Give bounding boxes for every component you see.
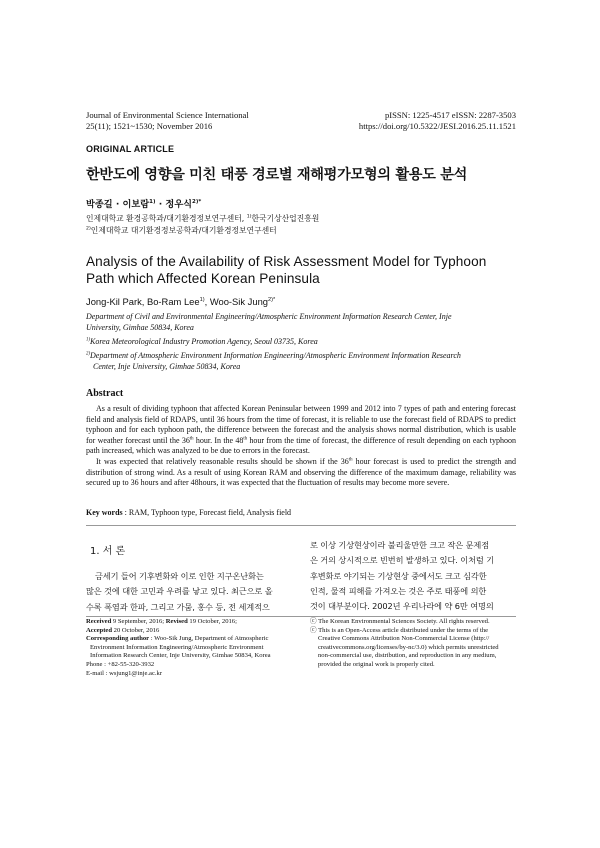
abstract-p2-a: It was expected that relatively reasonable results should be shown if the 36 [96,456,349,466]
title-en-line1: Analysis of the Availability of Risk Assessment Model for Typhoon [86,254,487,269]
body-right-line-2: 은 거의 상시적으로 빈번히 발생하고 있다. 이처럼 기 [310,555,495,566]
copyright-line-3: Creative Commons Attribution Non-Commercial License (http:// [318,635,490,643]
abstract-paragraph-1 [86,404,516,457]
title-korean: 한반도에 영향을 미친 태풍 경로별 재해평가모형의 활용도 분석 [86,167,468,183]
email[interactable]: E-mail : wsjung1@inje.ac.kr [86,669,163,677]
body-left-column [86,569,294,615]
copyright-line-4: creativecommons.org/licenses/by-nc/3.0) which permits unrestricted [318,643,499,651]
journal-name: Journal of Environmental Science International [86,110,249,120]
body-left-line-1: 금세기 들어 기후변화와 이로 인한 지구온난화는 [95,571,264,581]
body-left-line-2: 많은 것에 대한 고민과 우려를 낳고 있다. 최근으로 올 [86,586,273,597]
received-date: 9 September, 2016; [111,618,166,625]
body-right-line-5: 것이 대부분이다. 2002년 우리나라에 약 6만 여명의 [310,601,494,612]
title-english [86,253,486,287]
body-right-line-3: 후변화로 야기되는 기상현상 중에서도 크고 심각한 [310,570,487,581]
keywords-value: : RAM, Typhoon type, Forecast field, Analysis field [122,508,292,517]
accepted-label: Accepted [86,626,112,634]
article-type: ORIGINAL ARTICLE [86,144,175,154]
section-divider [86,525,516,526]
body-left-line-3: 수록 폭염과 한파, 그리고 가뭄, 홍수 등, 전 세계적으 [86,601,270,612]
abstract-p1-b: hour. In the 48 [193,435,244,445]
abstract-p1-sup1: th [189,436,194,442]
abstract-paragraph-2 [86,457,516,489]
journal-header-right [359,110,516,132]
affiliations-english [86,311,516,372]
authors-ko-sup2: 2)* [192,198,202,205]
abstract-p2-sup: th [348,457,353,463]
abstract-p1-sup2: th [243,436,248,442]
copyright-line-2: ⓒ This is an Open-Access article distributed under the terms of the [310,626,489,634]
keywords-label: Key words [86,508,123,517]
copyright-line-6: provided the original work is properly cited. [318,660,435,668]
abstract-p1-c: hour from the time of forecast, the difference of result depending on each typhoon path increased, which was analyzed to be due to errors in the forecast. [86,435,517,456]
issn: pISSN: 1225-4517 eISSN: 2287-3503 [384,110,516,120]
body-right-column [310,538,518,614]
authors-ko-sup1: 1) [149,198,156,205]
authors-en-a: Jong-Kil Park, Bo-Ram Lee [86,296,200,307]
body-right-line-1: 로 이상 기상현상이라 불리울만한 크고 작은 문제점 [310,540,490,550]
abstract-heading: Abstract [86,388,124,399]
accepted-date: 20 October, 2016 [112,626,160,634]
aff-en-1-line2: University, Gimhae 50834, Korea [86,323,194,332]
aff-en-2-sup: 1) [86,337,90,343]
corresponding-a: : Woo-Sik Jung, Department of Atmospheric [149,635,269,643]
aff-ko-1-sup: 1) [246,214,252,220]
doi[interactable]: https://doi.org/10.5322/JESI.2016.25.11.1521 [358,121,516,131]
revised-label: Revised [165,618,188,625]
authors-en-b: , Woo-Sik Jung [204,296,269,307]
keywords [86,508,291,517]
aff-ko-2: 인제대학교 대기환경정보공학과/대기환경정보연구센터 [90,225,277,235]
footnote-left [86,618,296,678]
abstract-body [86,404,516,489]
authors-english [86,296,275,307]
authors-en-sup2: 2)* [268,296,276,303]
footnote-right [310,618,518,670]
abstract-p1-a: As a result of dividing typhoon that affected Korean Peninsular between 1999 and 2012 into 7 types of path and entering forecast field and analysis field of RDAPS, until 36 hours from the time of forecast, it is reliable to use the forecast field of RDAPS to predict typhoon and for each typhoon path, the difference between the forecast and the analysis shows normal distribution, which is usable for weather forecast until the 36 [86,404,516,445]
aff-en-2: Korea Meteorological Industry Promotion Agency, Seoul 03735, Korea [90,337,318,346]
aff-en-3-line2: Center, Inje University, Gimhae 50834, Korea [93,362,241,371]
body-right-line-4: 인적, 물적 피해를 가져오는 것은 주로 태풍에 의한 [310,585,487,596]
title-en-line2: Path which Affected Korean Peninsula [86,271,320,286]
aff-ko-1b: 한국기상산업진흥원 [251,214,320,223]
authors-en-sup1: 1) [199,296,205,303]
corresponding-label: Corresponding author [86,635,150,643]
aff-ko-1a: 인제대학교 환경공학과/대기환경정보연구센터, [86,214,247,223]
authors-ko-names: 박종길 · 이보람 [86,199,150,210]
aff-en-3-sup: 2) [86,351,90,357]
phone: Phone : +82-55-320-3932 [86,660,155,668]
aff-en-1-line1: Department of Civil and Environmental Engineering/Atmospheric Environment Information Research Center, Inje [86,312,452,321]
corresponding-c: Information Research Center, Inje University, Gimhae 50834, Korea [90,652,271,660]
abstract-p2-b: hour forecast is used to predict the strength and distribution of strong wind. As a result of using Korean RAM and observing the difference of the maximum damage, reliability was secured up to 36 hours and after 48hours, it was expected that the fluctuation of results may become more severe. [86,456,516,488]
footnote-divider [86,616,516,617]
authors-ko-name3: · 정우식 [155,199,193,210]
authors-korean [86,196,201,210]
received-label: Received [86,618,112,625]
copyright-line-5: non-commercial use, distribution, and reproduction in any medium, [318,652,497,660]
corresponding-b: Environment Information Engineering/Atmospheric Environment [90,643,264,651]
journal-volume: 25(11); 1521~1530; November 2016 [86,121,213,131]
aff-ko-2-sup: 2) [86,225,91,231]
aff-en-3-line1: Department of Atmospheric Environment Information Engineering/Atmospheric Environment Information Research [90,351,461,360]
copyright-line-1: ⓒ The Korean Environmental Sciences Society. All rights reserved. [310,618,490,625]
revised-date: 19 October, 2016; [187,618,237,625]
section-heading: 1. 서 론 [90,546,126,557]
journal-header-left [86,110,249,132]
affiliations-korean [86,213,319,236]
